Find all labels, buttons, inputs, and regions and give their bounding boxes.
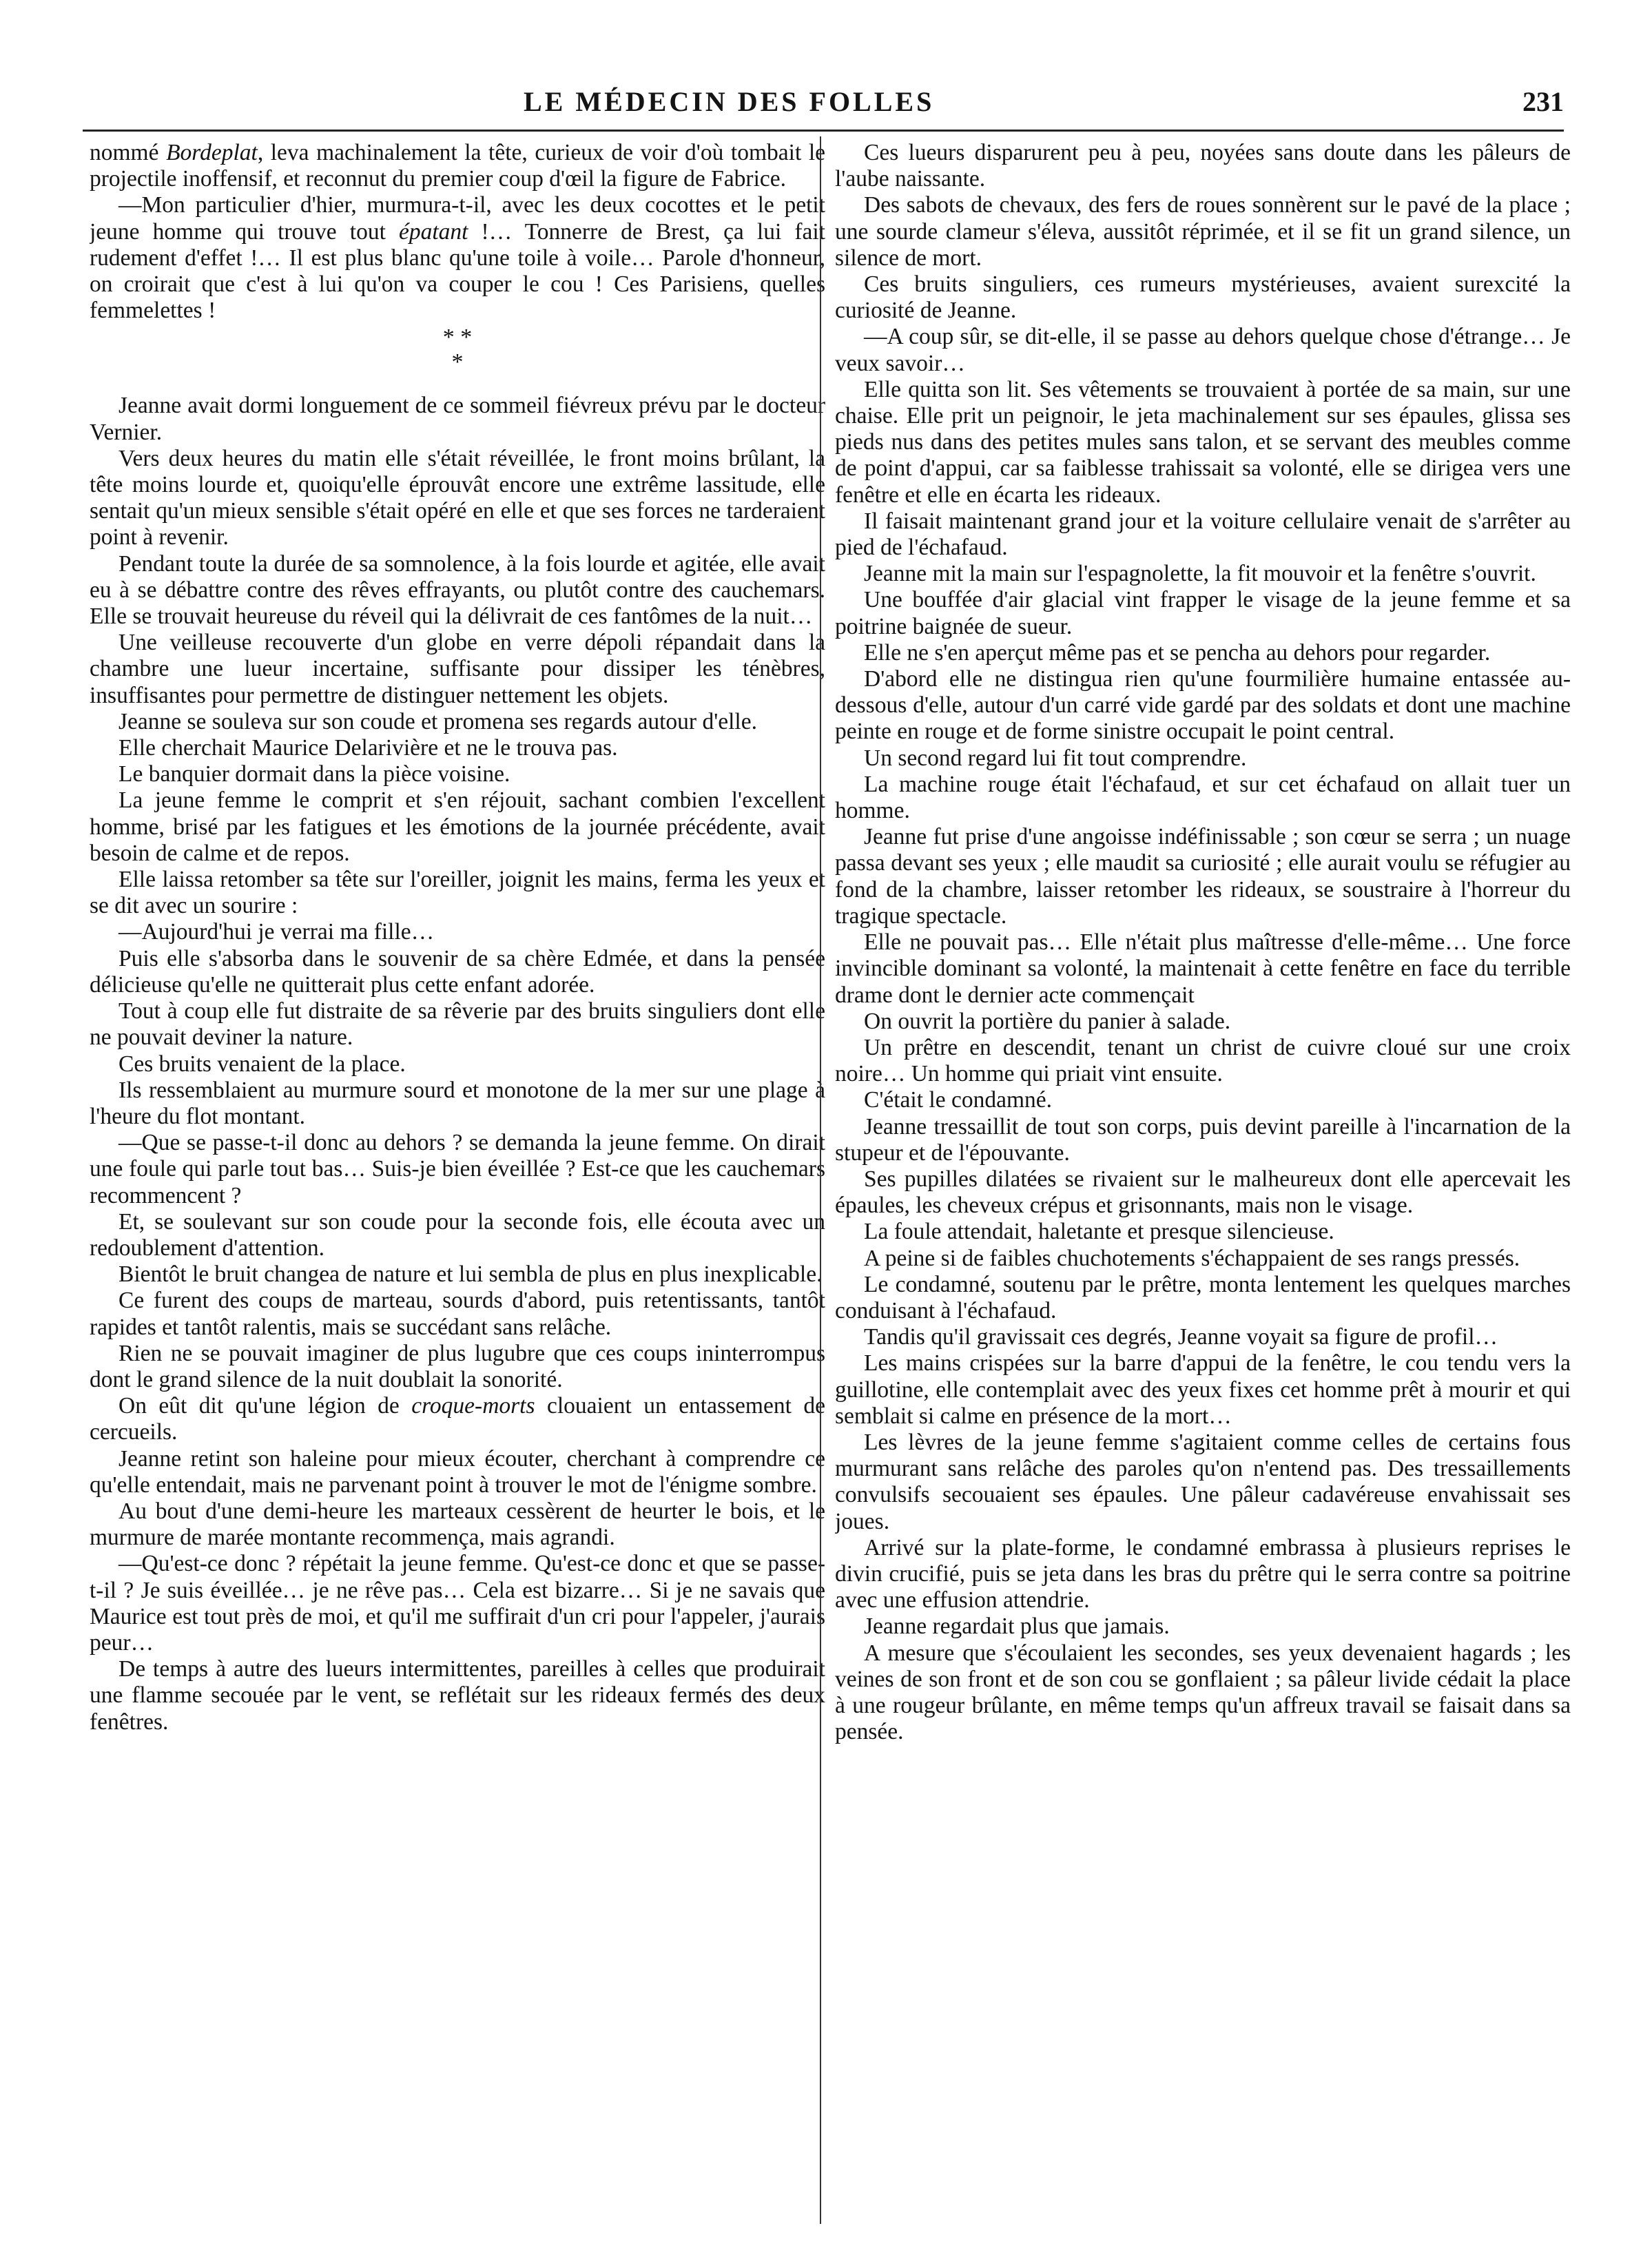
paragraph: Ses pupilles dilatées se rivaient sur le malheureux dont elle apercevait les épaules, les cheveux crépus et grisonnants, mais non le visage.: [835, 1166, 1571, 1219]
paragraph: Jeanne regardait plus que jamais.: [864, 1614, 1170, 1640]
text-run: , leva machinalement la tête, curieux de voir d'où tombait le projectile inoffensif, et reconnut du premier coup d'œil la figure de Fabrice.: [90, 140, 825, 192]
paragraph: Des sabots de chevaux, des fers de roues sonnèrent sur le pavé de la place ; une sourde clameur s'éleva, aussitôt réprimée, et il se fit un grand silence, un silence de mort.: [835, 192, 1571, 271]
paragraph: La jeune femme le comprit et s'en réjouit, sachant combien l'excellent homme, brisé par les fatigues et les émotions de la journée précédente, avait besoin de calme et de repos.: [90, 787, 825, 866]
paragraph: —A coup sûr, se dit-elle, il se passe au dehors quelque chose d'étrange… Je veux savoir…: [835, 324, 1571, 376]
paragraph: —Qu'est-ce donc ? répétait la jeune femme. Qu'est-ce donc et que se passe-t-il ? Je suis éveillée… je ne rêve pas… Cela est bizarre… Si je ne savais que Maurice est tout près de moi, et qu'il me suffirait d'un cri pour l'appeler, j'aurais peur…: [90, 1551, 825, 1656]
paragraph: [90, 192, 825, 324]
page-header: [83, 76, 1564, 124]
paragraph: Elle cherchait Maurice Delarivière et ne le trouva pas.: [118, 735, 618, 761]
paragraph: Les lèvres de la jeune femme s'agitaient comme celles de certains fous murmurant sans relâche des paroles qu'on n'entend pas. Des tressaillements convulsifs secouaient ses épaules. Une pâleur cadavéreuse envahissait ses joues.: [835, 1429, 1571, 1534]
italic-term: Bordeplat: [166, 140, 258, 165]
paragraph: Jeanne tressaillit de tout son corps, puis devint pareille à l'incarnation de la stupeur et de l'épouvante.: [835, 1113, 1571, 1166]
text-run: !… Tonnerre de Brest, ça lui fait rudement d'effet !… Il est plus blanc qu'une toile à voile… Parole d'honneur, on croirait que c'est à lui qu'on va couper le cou ! Ces Parisiens, quelles femmelettes !: [90, 218, 825, 324]
paragraph: Ces lueurs disparurent peu à peu, noyées sans doute dans les pâleurs de l'aube naissante.: [835, 140, 1571, 192]
paragraph: Le condamné, soutenu par le prêtre, monta lentement les quelques marches conduisant à l'échafaud.: [835, 1271, 1571, 1323]
paragraph: On ouvrit la portière du panier à salade.: [864, 1008, 1231, 1034]
header-rule: [83, 130, 1564, 132]
paragraph: Jeanne avait dormi longuement de ce sommeil fiévreux prévu par le docteur Vernier.: [90, 393, 825, 445]
paragraph: Elle quitta son lit. Ses vêtements se trouvaient à portée de sa main, sur une chaise. Elle prit un peignoir, le jeta machinalement sur ses épaules, glissa ses pieds nus dans des petites mules sans talon, et se servant des meubles comme de point d'appui, car sa faiblesse trahissait sa volonté, elle se dirigea vers une fenêtre et elle en écarta les rideaux.: [835, 376, 1571, 508]
paragraph: Bientôt le bruit changea de nature et lui sembla de plus en plus inexplicable.: [118, 1261, 823, 1288]
paragraph: Un prêtre en descendit, tenant un christ de cuivre cloué sur une croix noire… Un homme qui priait vint ensuite.: [835, 1034, 1571, 1087]
left-column: [90, 140, 825, 2220]
paragraph: —Aujourd'hui je verrai ma fille…: [118, 919, 435, 945]
paragraph: Elle ne s'en aperçut même pas et se pencha au dehors pour regarder.: [864, 639, 1491, 666]
column-divider: [820, 136, 821, 2224]
paragraph: Jeanne mit la main sur l'espagnolette, la fit mouvoir et la fenêtre s'ouvrit.: [864, 561, 1536, 587]
paragraph: Ce furent des coups de marteau, sourds d'abord, puis retentissants, tantôt rapides et tantôt ralentis, mais se succédant sans relâche.: [90, 1288, 825, 1340]
text-run: —Mon particulier d'hier, murmura-t-il, avec les deux cocottes et le petit jeune homme qui trouve tout: [90, 192, 825, 245]
paragraph: Jeanne se souleva sur son coude et promena ses regards autour d'elle.: [118, 708, 757, 734]
paragraph: Au bout d'une demi-heure les marteaux cessèrent de heurter le bois, et le murmure de marée montante recommença, mais agrandi.: [90, 1498, 825, 1551]
asterism-bottom: *: [451, 349, 464, 375]
paragraph: C'était le condamné.: [864, 1087, 1053, 1113]
asterism-top: * *: [442, 324, 473, 351]
paragraph: Elle laissa retomber sa tête sur l'oreiller, joignit les mains, ferma les yeux et se dit avec un sourire :: [90, 867, 825, 919]
paragraph: Arrivé sur la plate-forme, le condamné embrassa à plusieurs reprises le divin crucifié, puis se jeta dans les bras du prêtre qui le serra contre sa poitrine avec une effusion attendrie.: [835, 1534, 1571, 1614]
paragraph: Ils ressemblaient au murmure sourd et monotone de la mer sur une plage à l'heure du flot montant.: [90, 1077, 825, 1129]
paragraph: La machine rouge était l'échafaud, et sur cet échafaud on allait tuer un homme.: [835, 771, 1571, 824]
paragraph: A peine si de faibles chuchotements s'échappaient de ses rangs pressés.: [864, 1245, 1520, 1271]
paragraph: Il faisait maintenant grand jour et la voiture cellulaire venait de s'arrêter au pied de l'échafaud.: [835, 508, 1571, 561]
paragraph: De temps à autre des lueurs intermittentes, pareilles à celles que produirait une flamme secouée par le vent, se reflétait sur les rideaux fermés des deux fenêtres.: [90, 1656, 825, 1735]
text-run: On eût dit qu'une légion de: [118, 1393, 412, 1419]
paragraph: Et, se soulevant sur son coude pour la seconde fois, elle écouta avec un redoublement d'attention.: [90, 1208, 825, 1261]
paragraph: —Que se passe-t-il donc au dehors ? se demanda la jeune femme. On dirait une foule qui parle tout bas… Suis-je bien éveillée ? Est-ce que les cauchemars recommencent ?: [90, 1130, 825, 1208]
paragraph: [90, 140, 825, 192]
paragraph: [90, 1393, 825, 1445]
paragraph: Un second regard lui fit tout comprendre.: [864, 745, 1247, 771]
paragraph: Tandis qu'il gravissait ces degrés, Jeanne voyait sa figure de profil…: [864, 1324, 1498, 1350]
paragraph: Ces bruits venaient de la place.: [118, 1051, 406, 1077]
text-run: nommé: [90, 140, 167, 165]
paragraph: Pendant toute la durée de sa somnolence, à la fois lourde et agitée, elle avait eu à se débattre contre des rêves effrayants, ou plutôt contre des cauchemars. Elle se trouvait heureuse du réveil qui la délivrait de ces fantômes de la nuit…: [90, 550, 825, 630]
paragraph: D'abord elle ne distingua rien qu'une fourmilière humaine entassée au-dessous d'elle, autour d'un carré vide gardé par des soldats et dont une machine peinte en rouge et de forme sinistre occupait le point central.: [835, 666, 1571, 745]
page-number: 231: [1522, 86, 1564, 117]
paragraph: Une bouffée d'air glacial vint frapper le visage de la jeune femme et sa poitrine baignée de sueur.: [835, 587, 1571, 639]
paragraph: La foule attendait, haletante et presque silencieuse.: [864, 1219, 1334, 1245]
italic-term: croque-morts: [411, 1393, 535, 1419]
paragraph: Le banquier dormait dans la pièce voisine.: [118, 761, 510, 787]
paragraph: Une veilleuse recouverte d'un globe en verre dépoli répandait dans la chambre une lueur incertaine, suffisante pour dissiper les ténèbres, insuffisantes pour permettre de distinguer nettement les objets.: [90, 630, 825, 708]
paragraph: A mesure que s'écoulaient les secondes, ses yeux devenaient hagards ; les veines de son front et de son cou se gonflaient ; sa pâleur livide cédait la place à une rougeur brûlante, en même temps qu'un affreux travail se faisait dans sa pensée.: [835, 1640, 1571, 1745]
section-asterism: [90, 325, 825, 375]
text-run: clouaient un entassement de cercueils.: [90, 1393, 825, 1445]
paragraph: Jeanne fut prise d'une angoisse indéfinissable ; son cœur se serra ; un nuage passa devant ses yeux ; elle maudit sa curiosité ; elle aurait voulu se réfugier au fond de la chambre, laisser retomber les rideaux, se soustraire à l'horreur du tragique spectacle.: [835, 824, 1571, 929]
paragraph: Rien ne se pouvait imaginer de plus lugubre que ces coups ininterrompus dont le grand silence de la nuit doublait la sonorité.: [90, 1340, 825, 1392]
paragraph: Tout à coup elle fut distraite de sa rêverie par des bruits singuliers dont elle ne pouvait deviner la nature.: [90, 998, 825, 1051]
paragraph: Jeanne retint son haleine pour mieux écouter, cherchant à comprendre ce qu'elle entendait, mais ne parvenant point à trouver le mot de l'énigme sombre.: [90, 1445, 825, 1498]
paragraph: Ces bruits singuliers, ces rumeurs mystérieuses, avaient surexcité la curiosité de Jeanne.: [835, 271, 1571, 324]
paragraph: Vers deux heures du matin elle s'était réveillée, le front moins brûlant, la tête moins lourde et, quoiqu'elle éprouvât encore une extrême lassitude, elle sentait qu'un mieux sensible s'était opéré en elle et que ses forces ne tarderaient point à revenir.: [90, 445, 825, 550]
running-title: LE MÉDECIN DES FOLLES: [524, 86, 935, 117]
italic-term: épatant: [398, 218, 468, 245]
paragraph: Les mains crispées sur la barre d'appui de la fenêtre, le cou tendu vers la guillotine, elle contemplait avec des yeux fixes cet homme prêt à mourir et qui semblait si calme en présence de la mort…: [835, 1350, 1571, 1429]
right-column: [835, 140, 1571, 2220]
paragraph: Puis elle s'absorba dans le souvenir de sa chère Edmée, et dans la pensée délicieuse qu'elle ne quitterait plus cette enfant adorée.: [90, 945, 825, 998]
paragraph: Elle ne pouvait pas… Elle n'était plus maîtresse d'elle-même… Une force invincible dominant sa volonté, la maintenait à cette fenêtre en face du terrible drame dont le dernier acte commençait: [835, 929, 1571, 1008]
